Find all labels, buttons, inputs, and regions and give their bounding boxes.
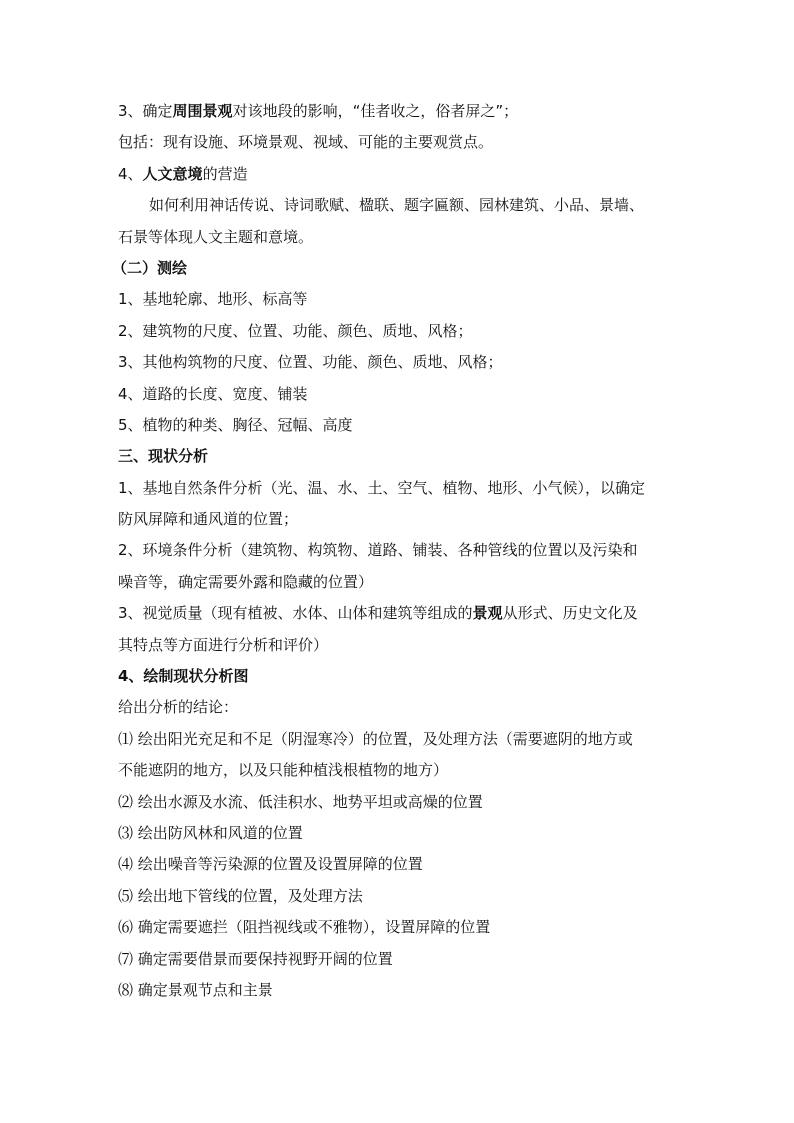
text-run: 对该地段的影响，“佳者收之，俗者屏之”；	[232, 102, 519, 120]
section-heading: 4、绘制现状分析图	[118, 667, 249, 686]
list-item: ⑺ 确定需要借景而要保持视野开阔的位置	[118, 949, 393, 968]
paragraph-line	[118, 96, 686, 127]
bold-text-run: 景观	[472, 604, 503, 623]
list-item: 2、建筑物的尺度、位置、功能、颜色、质地、风格；	[118, 321, 473, 340]
list-item: ⑷ 绘出噪音等污染源的位置及设置屏障的位置	[118, 855, 423, 874]
paragraph-line: 防风屏障和通风道的位置；	[118, 510, 299, 529]
text-run: 4、	[118, 164, 143, 183]
bold-text-run: 人文意境	[142, 164, 203, 183]
paragraph-line	[118, 159, 686, 190]
paragraph-line: 其特点等方面进行分析和评价）	[118, 635, 329, 654]
paragraph-line: 给出分析的结论：	[118, 698, 239, 717]
list-item: ⑶ 绘出防风林和风道的位置	[118, 823, 303, 842]
text-run: 从形式、历史文化及	[502, 604, 638, 623]
list-item: ⑵ 绘出水源及水流、低洼积水、地势平坦或高燥的位置	[118, 792, 483, 811]
list-item: 4、道路的长度、宽度、铺装	[118, 384, 308, 403]
list-item	[118, 598, 686, 629]
list-item: ⑹ 确定需要遮拦（阻挡视线或不雅物），设置屏障的位置	[118, 918, 491, 937]
paragraph-line: 噪音等，确定需要外露和隐藏的位置）	[118, 572, 374, 591]
list-item: 2、环境条件分析（建筑物、构筑物、道路、铺装、各种管线的位置以及污染和	[118, 541, 638, 560]
text-run: 3、视觉质量（现有植被、水体、山体和建筑等组成的	[118, 604, 473, 623]
paragraph-line: 包括：现有设施、环境景观、视域、可能的主要观赏点。	[118, 133, 494, 152]
section-heading: （二）测绘	[112, 258, 188, 277]
text-run: 的营造	[202, 164, 248, 183]
text-run: 3、确定	[118, 102, 173, 120]
section-heading: 三、现状分析	[118, 447, 209, 466]
list-item: 5、植物的种类、胸径、冠幅、高度	[118, 415, 353, 434]
list-item: ⑸ 绘出地下管线的位置，及处理方法	[118, 886, 363, 905]
bold-text-run: 周围景观	[172, 102, 233, 120]
list-item: 1、基地轮廓、地形、标高等	[118, 290, 308, 309]
document-page	[112, 96, 686, 1006]
list-item: ⑻ 确定景观节点和主景	[118, 980, 273, 999]
paragraph-line: 石景等体现人文主题和意境。	[118, 227, 314, 246]
list-item: 1、基地自然条件分析（光、温、水、土、空气、植物、地形、小气候），以确定	[118, 478, 646, 497]
paragraph-line: 如何利用神话传说、诗词歌赋、楹联、题字匾额、园林建筑、小品、景墙、	[149, 196, 645, 215]
list-item: ⑴ 绘出阳光充足和不足（阴湿寒冷）的位置，及处理方法（需要遮阴的地方或	[118, 729, 633, 748]
list-item: 3、其他构筑物的尺度、位置、功能、颜色、质地、风格；	[118, 353, 503, 372]
paragraph-line: 不能遮阴的地方，以及只能种植浅根植物的地方）	[118, 761, 449, 780]
